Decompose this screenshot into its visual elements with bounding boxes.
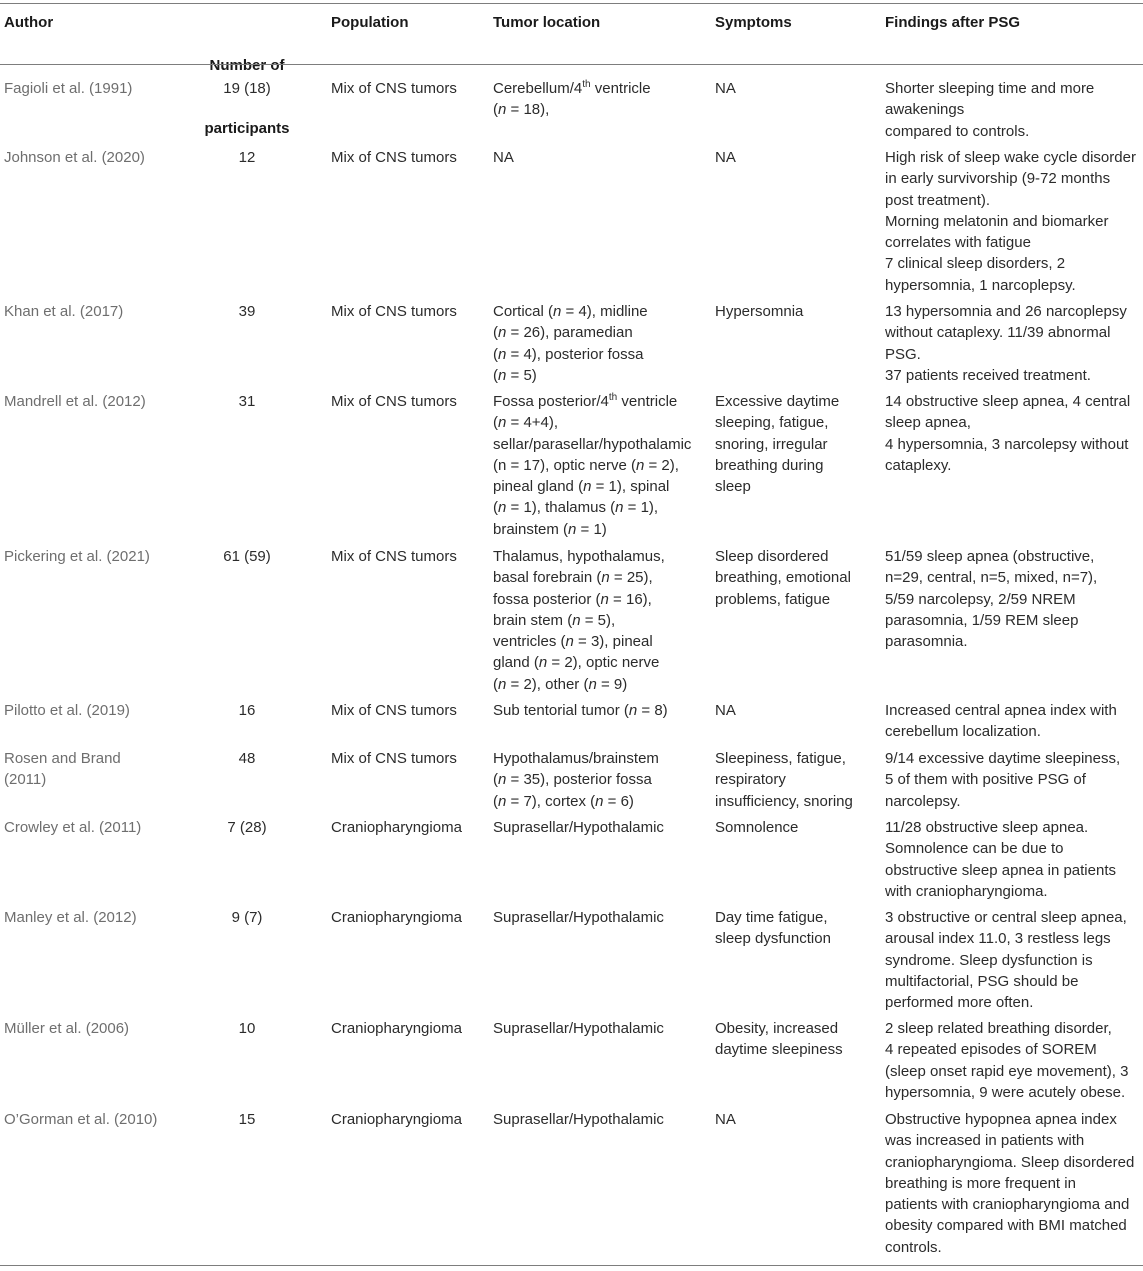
participants-cell: 9 (7)	[231, 909, 263, 926]
findings-line: awakenings	[885, 101, 965, 119]
findings-cell	[885, 1109, 1134, 1258]
tumor-location-line: (n = 2), other (n = 9)	[493, 675, 628, 693]
symptoms-cell	[715, 748, 853, 812]
symptoms-line: Sleep disordered	[715, 548, 829, 565]
symptoms-line: NA	[715, 80, 736, 97]
findings-cell	[885, 748, 1120, 812]
tumor-location-line: Cortical (n = 4), midline	[493, 303, 648, 320]
symptoms-line: NA	[715, 1111, 736, 1128]
tumor-location-line: sellar/parasellar/hypothalamic	[493, 435, 692, 453]
symptoms-cell	[715, 301, 803, 322]
tumor-location-line: (n = 1), thalamus (n = 1),	[493, 499, 659, 517]
tumor-location-line: fossa posterior (n = 16),	[493, 590, 652, 608]
author-line: Johnson et al. (2020)	[4, 149, 145, 166]
symptoms-cell	[715, 907, 831, 950]
header-participants-line-2: participants	[204, 120, 290, 138]
findings-line: with craniopharyngioma.	[885, 882, 1048, 900]
n-symbol: n	[498, 414, 507, 432]
tumor-location-line: brain stem (n = 5),	[493, 611, 616, 629]
header-population: Population	[331, 14, 409, 31]
author-cell	[4, 546, 150, 567]
tumor-location-cell	[493, 700, 668, 721]
findings-line: compared to controls.	[885, 122, 1030, 140]
findings-cell	[885, 546, 1097, 652]
tumor-location-line: Fossa posterior/4th ventricle	[493, 392, 678, 410]
header-symptoms: Symptoms	[715, 14, 792, 31]
symptoms-cell	[715, 1018, 843, 1061]
population-cell: Craniopharyngioma	[331, 909, 462, 926]
findings-line: controls.	[885, 1238, 942, 1256]
author-cell	[4, 1109, 157, 1130]
tumor-location-line: brainstem (n = 1)	[493, 520, 607, 538]
n-symbol: n	[628, 702, 638, 719]
population-cell: Mix of CNS tumors	[331, 750, 457, 767]
tumor-location-cell	[493, 546, 665, 695]
n-symbol: n	[553, 303, 562, 320]
findings-line: n=29, central, n=5, mixed, n=7),	[885, 569, 1098, 587]
tumor-location-line: pineal gland (n = 1), spinal	[493, 478, 670, 496]
findings-line: hypersomnia, 1 narcoplepsy.	[885, 276, 1076, 294]
symptoms-line: sleeping, fatigue,	[715, 414, 829, 432]
header-findings: Findings after PSG	[885, 14, 1021, 31]
findings-cell	[885, 301, 1127, 386]
participants-cell: 15	[238, 1111, 256, 1128]
findings-line: 51/59 sleep apnea (obstructive,	[885, 548, 1095, 565]
findings-line: post treatment).	[885, 191, 991, 209]
population-cell: Mix of CNS tumors	[331, 303, 457, 320]
findings-line: hypersomnia, 9 were acutely obese.	[885, 1083, 1126, 1101]
participants-cell: 12	[238, 149, 256, 166]
findings-line: 2 sleep related breathing disorder,	[885, 1020, 1112, 1037]
findings-line: patients with craniopharyngioma and	[885, 1196, 1130, 1214]
symptoms-cell	[715, 391, 839, 497]
population-cell: Mix of CNS tumors	[331, 80, 457, 97]
symptoms-cell	[715, 78, 736, 99]
findings-line: narcolepsy.	[885, 792, 961, 810]
symptoms-cell	[715, 147, 736, 168]
findings-cell	[885, 78, 1094, 142]
findings-line: 11/28 obstructive sleep apnea.	[885, 819, 1089, 836]
tumor-location-line: basal forebrain (n = 25),	[493, 569, 653, 587]
n-symbol: n	[572, 611, 581, 629]
author-cell	[4, 700, 130, 721]
n-symbol: n	[600, 590, 609, 608]
tumor-location-line: Suprasellar/Hypothalamic	[493, 1020, 664, 1037]
population-cell: Craniopharyngioma	[331, 1111, 462, 1128]
n-symbol: n	[498, 366, 507, 384]
tumor-location-line: (n = 4+4),	[493, 414, 559, 432]
symptoms-line: Day time fatigue,	[715, 909, 828, 926]
tumor-location-cell	[493, 391, 691, 540]
symptoms-line: Obesity, increased	[715, 1020, 839, 1037]
findings-line: performed more often.	[885, 994, 1034, 1012]
author-line: Crowley et al. (2011)	[4, 819, 142, 836]
n-symbol: n	[565, 633, 574, 651]
table-bottom-rule	[0, 1265, 1143, 1266]
author-line: O’Gorman et al. (2010)	[4, 1111, 158, 1128]
author-line: Manley et al. (2012)	[4, 909, 137, 926]
header-author: Author	[4, 14, 54, 31]
findings-line: 3 obstructive or central sleep apnea,	[885, 909, 1127, 926]
symptoms-line: snoring, irregular	[715, 435, 828, 453]
findings-line: correlates with fatigue	[885, 234, 1031, 252]
author-line: Rosen and Brand	[4, 750, 121, 767]
symptoms-line: Sleepiness, fatigue,	[715, 750, 846, 767]
author-cell	[4, 78, 132, 99]
tumor-location-line: (n = 18),	[493, 101, 550, 119]
author-cell	[4, 1018, 129, 1039]
participants-cell: 61 (59)	[223, 548, 271, 565]
findings-line: 7 clinical sleep disorders, 2	[885, 255, 1066, 273]
symptoms-line: Somnolence	[715, 819, 799, 836]
n-symbol: n	[498, 675, 507, 693]
findings-line: parasomnia, 1/59 REM sleep	[885, 611, 1079, 629]
n-symbol: n	[583, 478, 592, 496]
n-symbol: n	[498, 101, 507, 119]
tumor-location-cell	[493, 748, 659, 812]
findings-cell	[885, 817, 1116, 902]
symptoms-line: daytime sleepiness	[715, 1041, 843, 1059]
tumor-location-line: Suprasellar/Hypothalamic	[493, 909, 664, 926]
symptoms-line: NA	[715, 149, 736, 166]
symptoms-line: Excessive daytime	[715, 393, 840, 410]
n-symbol: n	[635, 456, 645, 474]
symptoms-line: NA	[715, 702, 736, 719]
participants-cell: 7 (28)	[227, 819, 267, 836]
findings-line: sleep apnea,	[885, 414, 971, 432]
n-symbol: n	[615, 499, 624, 517]
author-cell	[4, 301, 123, 322]
findings-line: cerebellum localization.	[885, 723, 1041, 741]
participants-cell: 48	[238, 750, 256, 767]
ordinal-superscript: th	[582, 79, 591, 90]
findings-line: 9/14 excessive daytime sleepiness,	[885, 750, 1121, 767]
tumor-location-cell	[493, 907, 664, 928]
findings-line: breathing is more frequent in	[885, 1174, 1076, 1192]
n-symbol: n	[498, 771, 507, 789]
findings-line: 37 patients received treatment.	[885, 366, 1091, 384]
tumor-location-line: Sub tentorial tumor (n = 8)	[493, 702, 668, 719]
population-cell: Mix of CNS tumors	[331, 548, 457, 565]
tumor-location-line: (n = 5)	[493, 366, 537, 384]
participants-cell: 39	[238, 303, 256, 320]
population-cell: Mix of CNS tumors	[331, 702, 457, 719]
author-cell	[4, 391, 146, 412]
findings-line: (sleep onset rapid eye movement), 3	[885, 1062, 1129, 1080]
findings-line: craniopharyngioma. Sleep disordered	[885, 1153, 1135, 1171]
findings-cell	[885, 1018, 1128, 1103]
participants-cell: 19 (18)	[223, 80, 271, 97]
tumor-location-line: Hypothalamus/brainstem	[493, 750, 659, 767]
n-symbol: n	[601, 569, 610, 587]
header-tumor-location: Tumor location	[493, 14, 601, 31]
header-participants-line-1: Number of	[209, 56, 285, 74]
symptoms-line: breathing during	[715, 456, 824, 474]
tumor-location-line: Cerebellum/4th ventricle	[493, 79, 651, 97]
findings-line: obstructive sleep apnea in patients	[885, 861, 1116, 879]
population-cell: Mix of CNS tumors	[331, 393, 457, 410]
findings-cell	[885, 147, 1136, 296]
findings-line: cataplexy.	[885, 456, 952, 474]
findings-line: Shorter sleeping time and more	[885, 80, 1095, 97]
tumor-location-line: (n = 17), optic nerve (n = 2),	[493, 456, 679, 474]
tumor-location-cell	[493, 301, 648, 386]
findings-line: without cataplexy. 11/39 abnormal	[885, 324, 1111, 342]
symptoms-line: breathing, emotional	[715, 569, 851, 587]
symptoms-line: sleep	[715, 478, 751, 496]
n-symbol: n	[498, 499, 507, 517]
tumor-location-cell	[493, 147, 514, 168]
findings-line: 5 of them with positive PSG of	[885, 771, 1086, 789]
tumor-location-cell	[493, 78, 651, 121]
findings-line: High risk of sleep wake cycle disorder	[885, 149, 1136, 166]
tumor-location-cell	[493, 1109, 664, 1130]
symptoms-line: sleep dysfunction	[715, 930, 831, 948]
tumor-location-line: (n = 4), posterior fossa	[493, 345, 644, 363]
author-line: Fagioli et al. (1991)	[4, 80, 133, 97]
findings-line: parasomnia.	[885, 633, 968, 651]
population-cell: Mix of CNS tumors	[331, 149, 457, 166]
author-line: Pilotto et al. (2019)	[4, 702, 130, 719]
participants-cell: 16	[238, 702, 256, 719]
findings-line: arousal index 11.0, 3 restless legs	[885, 930, 1111, 948]
tumor-location-line: Suprasellar/Hypothalamic	[493, 1111, 664, 1128]
author-cell	[4, 817, 141, 838]
symptoms-line: respiratory	[715, 771, 786, 789]
findings-line: syndrome. Sleep dysfunction is	[885, 951, 1093, 969]
author-cell	[4, 147, 145, 168]
n-symbol: n	[568, 520, 577, 538]
author-line: Khan et al. (2017)	[4, 303, 124, 320]
n-symbol: n	[538, 654, 548, 672]
findings-line: 4 repeated episodes of SOREM	[885, 1041, 1097, 1059]
tumor-location-cell	[493, 817, 664, 838]
findings-line: was increased in patients with	[885, 1132, 1085, 1150]
findings-line: in early survivorship (9-72 months	[885, 170, 1111, 188]
tumor-location-line: NA	[493, 149, 514, 166]
findings-line: Obstructive hypopnea apnea index	[885, 1111, 1117, 1128]
table-top-rule	[0, 3, 1143, 4]
n-symbol: n	[498, 324, 507, 342]
tumor-location-cell	[493, 1018, 664, 1039]
symptoms-line: insufficiency, snoring	[715, 792, 853, 810]
author-line: Pickering et al. (2021)	[4, 548, 150, 565]
symptoms-line: Hypersomnia	[715, 303, 804, 320]
tumor-location-line: Suprasellar/Hypothalamic	[493, 819, 664, 836]
tumor-location-line: (n = 7), cortex (n = 6)	[493, 792, 634, 810]
symptoms-cell	[715, 817, 798, 838]
author-line: (2011)	[4, 771, 47, 789]
n-symbol: n	[498, 345, 507, 363]
findings-line: 13 hypersomnia and 26 narcoplepsy	[885, 303, 1127, 320]
tumor-location-line: (n = 35), posterior fossa	[493, 771, 652, 789]
tumor-location-line: Thalamus, hypothalamus,	[493, 548, 665, 565]
author-cell	[4, 907, 137, 928]
findings-line: 5/59 narcolepsy, 2/59 NREM	[885, 590, 1076, 608]
population-cell: Craniopharyngioma	[331, 819, 462, 836]
symptoms-line: problems, fatigue	[715, 590, 831, 608]
symptoms-cell	[715, 1109, 736, 1130]
findings-line: Somnolence can be due to	[885, 840, 1064, 858]
author-line: Mandrell et al. (2012)	[4, 393, 146, 410]
findings-line: Increased central apnea index with	[885, 702, 1117, 719]
tumor-location-line: ventricles (n = 3), pineal	[493, 633, 653, 651]
findings-line: Morning melatonin and biomarker	[885, 212, 1109, 230]
header-rule	[0, 64, 1143, 65]
findings-cell	[885, 391, 1130, 476]
findings-line: 4 hypersomnia, 3 narcolepsy without	[885, 435, 1129, 453]
author-cell	[4, 748, 121, 791]
findings-line: 14 obstructive sleep apnea, 4 central	[885, 393, 1131, 410]
author-line: Müller et al. (2006)	[4, 1020, 130, 1037]
participants-cell: 10	[238, 1020, 256, 1037]
findings-cell	[885, 907, 1127, 1013]
findings-cell	[885, 700, 1117, 743]
population-cell: Craniopharyngioma	[331, 1020, 462, 1037]
n-symbol: n	[595, 792, 604, 810]
findings-line: obesity compared with BMI matched	[885, 1217, 1127, 1235]
tumor-location-line: (n = 26), paramedian	[493, 324, 633, 342]
ordinal-superscript: th	[608, 392, 618, 403]
findings-line: PSG.	[885, 345, 921, 363]
tumor-location-line: gland (n = 2), optic nerve	[493, 654, 660, 672]
n-symbol: n	[588, 675, 597, 693]
symptoms-cell	[715, 546, 851, 610]
participants-cell: 31	[238, 393, 256, 410]
findings-line: multifactorial, PSG should be	[885, 972, 1079, 990]
symptoms-cell	[715, 700, 736, 721]
n-symbol: n	[498, 792, 507, 810]
